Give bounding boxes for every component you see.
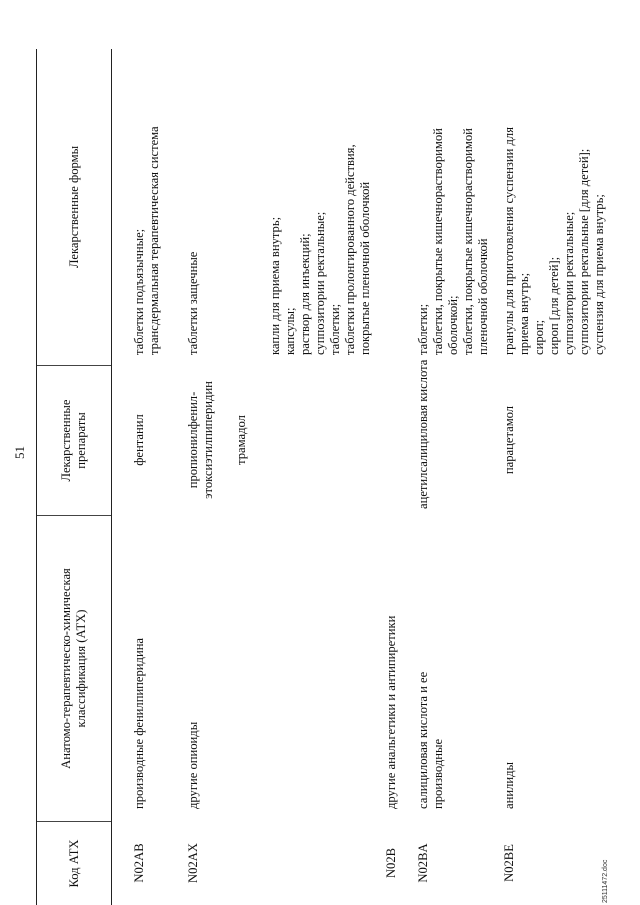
drug-name [132, 365, 147, 515]
dosage-forms [416, 55, 491, 355]
drug-name-line: трамадол [234, 415, 248, 465]
header-atx-line: классификация (АТХ) [74, 609, 88, 728]
drug-name [186, 365, 216, 515]
atx-class-line: анилиды [502, 762, 516, 809]
header-atx-line: Анатомо-терапевтическо-химическая [59, 568, 73, 769]
dosage-form-line: капсулы; [283, 307, 297, 355]
dosage-form-line: таблетки защечные [186, 251, 200, 355]
header-forms: Лекарственные формы [66, 145, 81, 269]
dosage-form-line: таблетки, покрытые кишечнорастворимой [461, 128, 475, 355]
footer-file-code: 25111472.doc [602, 859, 609, 903]
atx-code: N02BA [416, 843, 430, 883]
dosage-forms [502, 55, 607, 355]
dosage-form-line: суппозитории ректальные [для детей]; [577, 148, 591, 355]
atx-class [384, 519, 399, 809]
atx-class-line: другие анальгетики и антипиретики [384, 615, 398, 809]
drug-name [234, 365, 249, 515]
atx-class-line: салициловая кислота и ее [416, 671, 430, 809]
atx-class [186, 519, 201, 809]
atx-code: N02AX [186, 843, 200, 883]
atx-code: N02BE [502, 844, 516, 882]
dosage-form-line: таблетки, покрытые кишечнорастворимой [431, 128, 445, 355]
header-code: Код АТХ [37, 821, 111, 905]
atx-class [502, 519, 517, 809]
dosage-form-line: сироп [для детей]; [547, 256, 561, 355]
dosage-form-line: оболочкой; [446, 295, 460, 355]
atx-class-line: другие опиоиды [186, 721, 200, 809]
atx-class [416, 519, 446, 809]
drug-name-line: фентанил [132, 414, 146, 466]
dosage-form-line: трансдермальная терапевтическая система [147, 126, 161, 355]
page-number: 51 [12, 446, 27, 459]
dosage-form-line: сироп; [532, 319, 546, 355]
atx-class [132, 519, 147, 809]
dosage-form-line: покрытые пленочной оболочкой [358, 181, 372, 355]
dosage-form-line: таблетки пролонгированного действия, [343, 144, 357, 355]
drug-name-line: ацетилсалициловая кислота [416, 359, 430, 509]
dosage-form-line: таблетки; [328, 303, 342, 355]
dosage-form-line: приема внутрь; [517, 272, 531, 355]
drug-name-line: парацетамол [502, 405, 516, 475]
dosage-forms [132, 55, 162, 355]
dosage-form-line: раствор для инъекций; [298, 233, 312, 355]
dosage-form-line: суппозитории ректальные; [562, 211, 576, 355]
dosage-form-line: капли для приема внутрь; [268, 216, 282, 355]
table-header [36, 49, 112, 905]
dosage-form-line: пленочной оболочкой [476, 238, 490, 355]
atx-class-line: производные фенилпиперидина [132, 637, 146, 809]
dosage-form-line: гранулы для приготовления суспензии для [502, 127, 516, 355]
dosage-form-line: таблетки; [416, 303, 430, 355]
drug-name [502, 365, 517, 515]
dosage-form-line: суппозитории ректальные; [313, 211, 327, 355]
dosage-form-line: суспензия для приема внутрь; [592, 194, 606, 355]
dosage-form-line: таблетки подъязычные; [132, 228, 146, 355]
dosage-forms [186, 55, 201, 355]
dosage-forms [268, 55, 373, 355]
header-drugs: Лекарственные препараты [37, 365, 111, 515]
atx-code: N02B [384, 847, 398, 879]
drug-name-line: пропионилфенил- [186, 391, 200, 489]
drug-name [416, 359, 431, 515]
drug-name-line: этоксиэтилпиперидин [201, 381, 215, 499]
atx-code: N02AB [132, 843, 146, 883]
header-atx [37, 515, 111, 821]
atx-class-line: производные [431, 738, 445, 809]
